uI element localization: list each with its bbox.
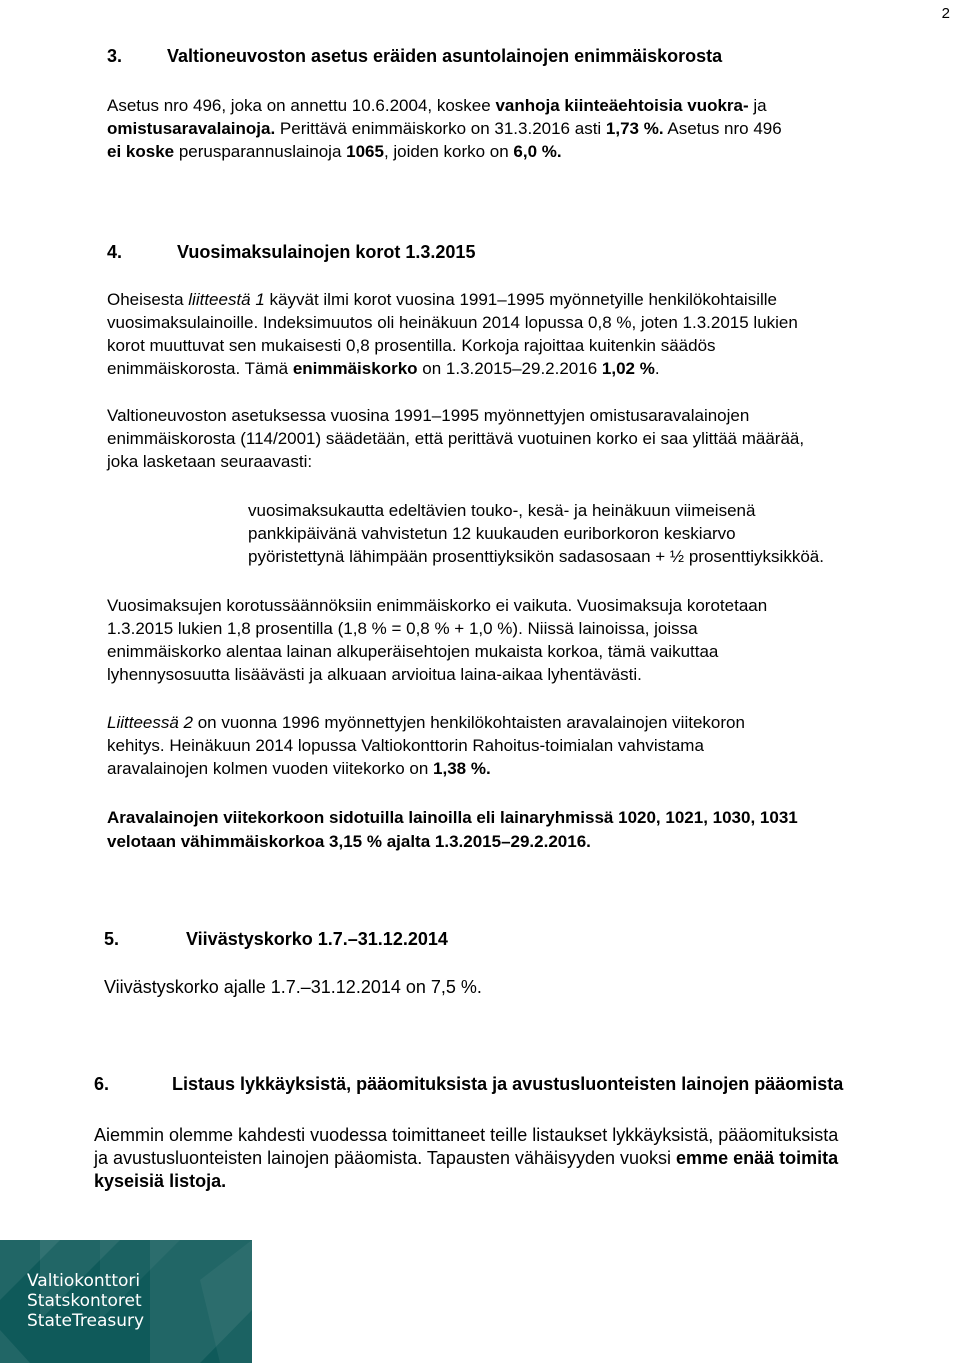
s5-line-1: Viivästyskorko ajalle 1.7.–31.12.2014 on 7,5 %. bbox=[104, 977, 482, 997]
section-6-number: 6. bbox=[94, 1074, 110, 1094]
bold-text: omistusaravalainoja. bbox=[107, 119, 276, 138]
section-4-heading bbox=[107, 241, 475, 264]
s4-formula-line-3: pyöristettynä lähimpään prosenttiyksikön sadasosaan + ½ prosenttiyksikköä. bbox=[248, 547, 824, 566]
s6-line-1: Aiemmin olemme kahdesti vuodessa toimittaneet teille listaukset lykkäyksistä, pääomituksista bbox=[94, 1125, 839, 1145]
s4-p1-line-4 bbox=[107, 357, 660, 380]
bold-text: 1,02 % bbox=[601, 359, 655, 378]
s4-p3-line-1: Vuosimaksujen korotussäännöksiin enimmäiskorko ei vaikuta. Vuosimaksuja korotetaan bbox=[107, 596, 768, 615]
s6-line-2 bbox=[94, 1147, 838, 1170]
italic-text: liitteestä 1 bbox=[188, 290, 265, 309]
s4-p2-line-3: joka lasketaan seuraavasti: bbox=[107, 452, 313, 471]
section-6-title: Listaus lykkäyksistä, pääomituksista ja avustusluonteisten lainojen pääomista bbox=[172, 1074, 844, 1094]
s4-p1-line-1 bbox=[107, 288, 777, 311]
bold-text: enimmäiskorko bbox=[292, 359, 418, 378]
text: Asetus nro 496, joka on annettu 10.6.2004, koskee bbox=[107, 96, 496, 115]
s4-p4-line-2: kehitys. Heinäkuun 2014 lopussa Valtiokonttorin Rahoitus-toimialan vahvistama bbox=[107, 736, 704, 755]
text: on 1.3.2015–29.2.2016 bbox=[417, 359, 602, 378]
s6-line-3: kyseisiä listoja. bbox=[94, 1171, 227, 1191]
text: perusparannuslainoja bbox=[174, 142, 347, 161]
section-5-heading bbox=[104, 928, 448, 951]
s4-p2-line-1: Valtioneuvoston asetuksessa vuosina 1991–1995 myönnettyjen omistusaravalainojen bbox=[107, 406, 750, 425]
text: aravalainojen kolmen vuoden viitekorko on bbox=[107, 759, 434, 778]
text: ja bbox=[748, 96, 767, 115]
valtiokonttori-logo bbox=[0, 1240, 252, 1363]
section-4-title: Vuosimaksulainojen korot 1.3.2015 bbox=[177, 242, 476, 262]
text: . bbox=[654, 359, 660, 378]
bold-text: vanhoja kiinteäehtoisia vuokra- bbox=[495, 96, 749, 115]
logo-line-1: Valtiokonttori bbox=[27, 1271, 141, 1291]
text: käyvät ilmi korot vuosina 1991–1995 myönnetyille henkilökohtaisille bbox=[264, 290, 777, 309]
s3-line-3 bbox=[107, 140, 562, 163]
logo-line-2: Statskontoret bbox=[27, 1291, 142, 1311]
s4-p4-line-3 bbox=[107, 757, 491, 780]
bold-text: 1,38 %. bbox=[433, 759, 491, 778]
s4-p5-line-2: velotaan vähimmäiskorkoa 3,15 % ajalta 1.3.2015–29.2.2016. bbox=[107, 832, 591, 851]
s3-line-2 bbox=[107, 117, 782, 140]
s4-p5-line-1: Aravalainojen viitekorkoon sidotuilla lainoilla eli lainaryhmissä 1020, 1021, 1030, 1031 bbox=[107, 808, 798, 827]
s4-formula-line-2: pankkipäivänä vahvistetun 12 kuukauden euriborkoron keskiarvo bbox=[248, 524, 736, 543]
bold-text: 1065 bbox=[346, 142, 384, 161]
section-4-number: 4. bbox=[107, 242, 123, 262]
logo-line-3: StateTreasury bbox=[27, 1311, 145, 1331]
bold-text: 1,73 %. bbox=[605, 119, 664, 138]
s4-formula-line-1: vuosimaksukautta edeltävien touko-, kesä- ja heinäkuun viimeisenä bbox=[248, 501, 756, 520]
bold-text: emme enää toimita bbox=[676, 1148, 839, 1168]
section-3-heading bbox=[107, 45, 722, 68]
section-3-title: Valtioneuvoston asetus eräiden asuntolainojen enimmäiskorosta bbox=[167, 46, 723, 66]
section-3-number: 3. bbox=[107, 46, 123, 66]
section-5-title: Viivästyskorko 1.7.–31.12.2014 bbox=[186, 929, 448, 949]
text: enimmäiskorosta. Tämä bbox=[107, 359, 293, 378]
s4-p3-line-4: lyhennysosuutta lisäävästi ja alkuaan arvioitua laina-aikaa lyhentävästi. bbox=[107, 665, 642, 684]
page-number: 2 bbox=[941, 5, 950, 22]
italic-text: Liitteessä 2 bbox=[107, 713, 193, 732]
s4-p1-line-2: vuosimaksulainoille. Indeksimuutos oli heinäkuun 2014 lopussa 0,8 %, joten 1.3.2015 lukien bbox=[107, 313, 798, 332]
s3-line-1 bbox=[107, 94, 767, 117]
s4-p3-line-3: enimmäiskorko alentaa lainan alkuperäisehtojen mukaista korkoa, tämä vaikuttaa bbox=[107, 642, 719, 661]
bold-text: 6,0 %. bbox=[513, 142, 562, 161]
text: , joiden korko on bbox=[383, 142, 514, 161]
s4-p3-line-2: 1.3.2015 lukien 1,8 prosentilla (1,8 % = 0,8 % + 1,0 %). Niissä lainoissa, joissa bbox=[107, 619, 698, 638]
s4-p4-line-1 bbox=[107, 711, 745, 734]
text: Oheisesta bbox=[107, 290, 189, 309]
s4-p2-line-2: enimmäiskorosta (114/2001) säädetään, että perittävä vuotuinen korko ei saa ylittää määrää, bbox=[107, 429, 805, 448]
section-5-number: 5. bbox=[104, 929, 120, 949]
text: ja avustusluonteisten lainojen pääomista. Tapausten vähäisyyden vuoksi bbox=[94, 1148, 677, 1168]
text: on vuonna 1996 myönnettyjen henkilökohtaisten aravalainojen viitekoron bbox=[193, 713, 745, 732]
section-6-heading bbox=[94, 1073, 843, 1096]
text: Asetus nro 496 bbox=[663, 119, 782, 138]
text: Perittävä enimmäiskorko on 31.3.2016 asti bbox=[275, 119, 606, 138]
bold-text: ei koske bbox=[107, 142, 175, 161]
s4-p1-line-3: korot muuttuvat sen mukaisesti 0,8 prosentilla. Korkoja rajoittaa kuitenkin säädös bbox=[107, 336, 716, 355]
